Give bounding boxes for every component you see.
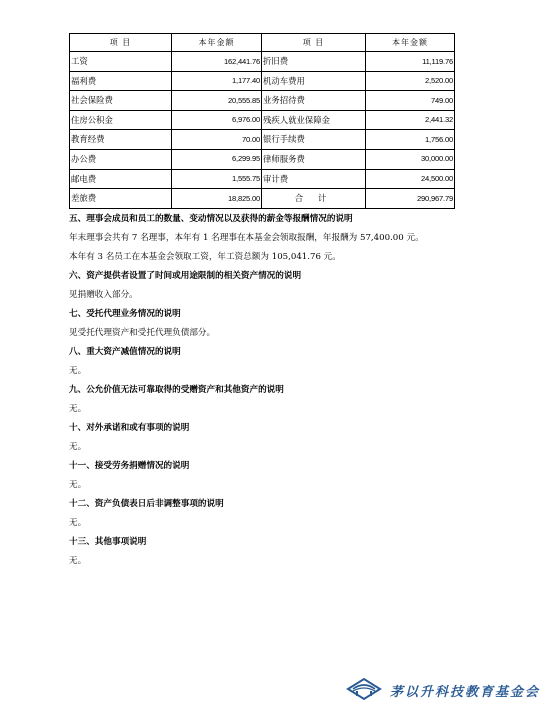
section-title: 七、受托代理业务情况的说明: [69, 309, 181, 319]
table-row: [70, 169, 455, 189]
foundation-name: 茅以升科技教育基金会: [390, 685, 541, 700]
expense-amount: 18,825.00: [172, 189, 262, 209]
foundation-logo: [346, 677, 546, 705]
section-text: 年末理事会共有 7 名理事，本年有 1 名理事在本基金会领取报酬，年报酬为 57,400.00 元。: [69, 233, 424, 243]
header-item-1: 项 目: [70, 34, 172, 52]
table-row: [70, 110, 455, 130]
expense-amount: 11,119.76: [366, 52, 455, 72]
expense-amount: 162,441.76: [172, 52, 262, 72]
expense-name: 福利费: [70, 71, 172, 91]
expense-amount: 1,177.40: [172, 71, 262, 91]
expense-name: 业务招待费: [262, 91, 366, 111]
header-amount-1: 本年金额: [172, 34, 262, 52]
foundation-logo-icon: [346, 677, 382, 701]
expense-name: 住房公积金: [70, 110, 172, 130]
expense-name: 折旧费: [262, 52, 366, 72]
expense-name: 银行手续费: [262, 130, 366, 150]
section-text: 无。: [69, 442, 87, 452]
section-title: 十、对外承诺和或有事项的说明: [69, 423, 190, 433]
expense-amount: 6,299.95: [172, 149, 262, 169]
expense-name: 社会保险费: [70, 91, 172, 111]
table-row: [70, 130, 455, 150]
expense-amount: 30,000.00: [366, 149, 455, 169]
header-amount-2: 本年金额: [366, 34, 455, 52]
notes-sections: [69, 210, 489, 571]
expense-amount: 749.00: [366, 91, 455, 111]
expense-amount: 1,756.00: [366, 130, 455, 150]
section-title: 八、重大资产减值情况的说明: [69, 347, 181, 357]
expense-amount: 1,555.75: [172, 169, 262, 189]
expense-amount: 6,976.00: [172, 110, 262, 130]
table-row: [70, 52, 455, 72]
section-text: 本年有 3 名员工在本基金会领取工资，年工资总额为 105,041.76 元。: [69, 252, 341, 262]
header-item-2: 项 目: [262, 34, 366, 52]
section-title: 六、资产提供者设置了时间或用途限制的相关资产情况的说明: [69, 271, 302, 281]
section-text: 无。: [69, 404, 87, 414]
expense-amount: 2,520.00: [366, 71, 455, 91]
section-text: 无。: [69, 518, 87, 528]
table-row: [70, 189, 455, 209]
table-header-row: [70, 34, 455, 52]
expense-name: 办公费: [70, 149, 172, 169]
expense-name: 机动车费用: [262, 71, 366, 91]
section-text: 无。: [69, 556, 87, 566]
section-title: 十三、其他事项说明: [69, 537, 147, 547]
expense-name: 工资: [70, 52, 172, 72]
expense-table: [69, 33, 455, 209]
expense-amount: 20,555.85: [172, 91, 262, 111]
expense-name: 差旅费: [70, 189, 172, 209]
section-title: 九、公允价值无法可靠取得的受赠资产和其他资产的说明: [69, 385, 284, 395]
expense-name: 残疾人就业保障金: [262, 110, 366, 130]
section-text: 无。: [69, 480, 87, 490]
expense-amount: 70.00: [172, 130, 262, 150]
section-text: 见捐赠收入部分。: [69, 290, 138, 300]
table-row: [70, 91, 455, 111]
expense-name: 邮电费: [70, 169, 172, 189]
expense-name: 审计费: [262, 169, 366, 189]
expense-amount: 24,500.00: [366, 169, 455, 189]
section-title: 五、理事会成员和员工的数量、变动情况以及获得的薪金等报酬情况的说明: [69, 214, 353, 224]
table-row: [70, 149, 455, 169]
table-row: [70, 71, 455, 91]
expense-name: 教育经费: [70, 130, 172, 150]
section-title: 十一、接受劳务捐赠情况的说明: [69, 461, 190, 471]
section-text: 无。: [69, 366, 87, 376]
expense-name: 律师服务费: [262, 149, 366, 169]
total-label: 合 计: [262, 189, 366, 209]
expense-amount: 2,441.32: [366, 110, 455, 130]
section-text: 见受托代理资产和受托代理负债部分。: [69, 328, 216, 338]
total-amount: 290,967.79: [366, 189, 455, 209]
section-title: 十二、资产负债表日后非调整事项的说明: [69, 499, 224, 509]
